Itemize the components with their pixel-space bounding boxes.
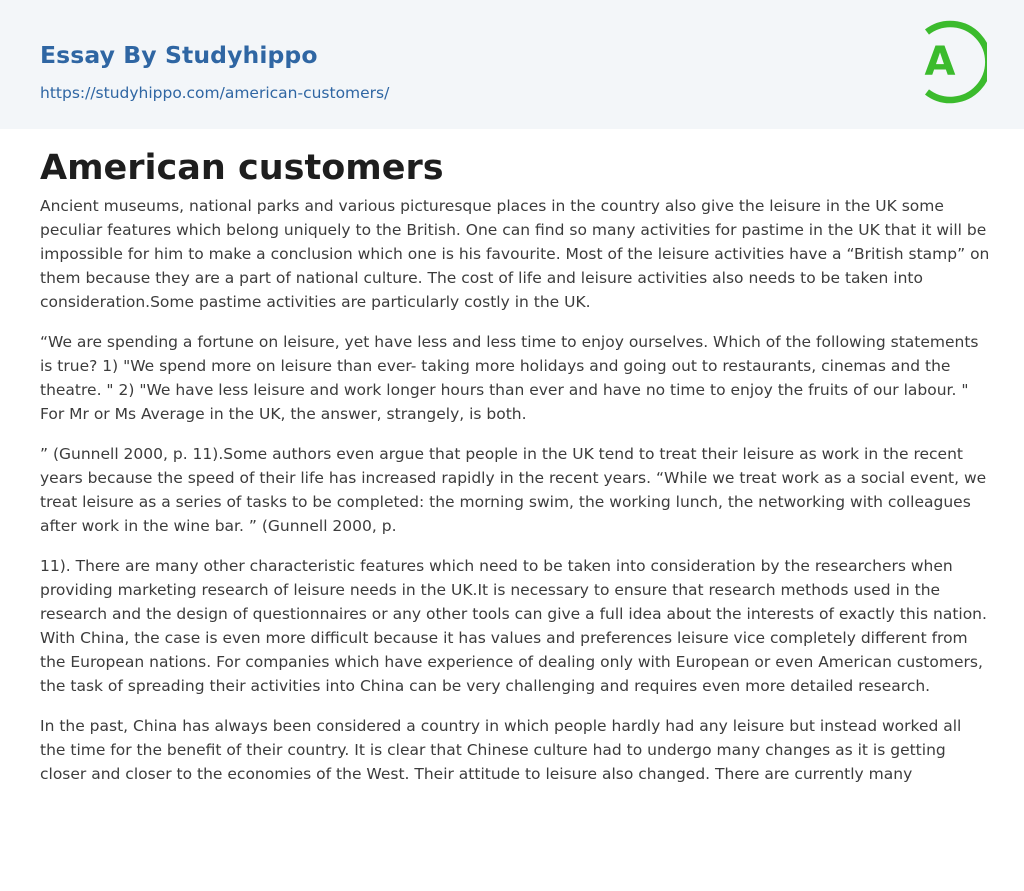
brand-title: Essay By Studyhippo bbox=[40, 41, 318, 69]
essay-paragraph-2: “We are spending a fortune on leisure, yet have less and less time to enjoy ourselves. Which of the following statements is true? 1) "We spend more on leisure than ever- taking more holidays and going out to restaurants, cinemas and the theatre. " 2) "We have less leisure and work longer hours than ever and have no time to enjoy the fruits of our labour. " For Mr or Ms Average in the UK, the answer, strangely, is both. bbox=[40, 333, 979, 423]
essay-paragraph-3: ” (Gunnell 2000, p. 11).Some authors even argue that people in the UK tend to treat their leisure as work in the recent years because the speed of their life has increased rapidly in the recent years. “While we treat work as a social event, we treat leisure as a series of tasks to be completed: the morning swim, the working lunch, the networking with colleagues after work in the wine bar. ” (Gunnell 2000, p. bbox=[40, 445, 987, 535]
site-header bbox=[0, 0, 1024, 129]
essay-paragraph-4: 11). There are many other characteristic features which need to be taken into consideration by the researchers when providing marketing research of leisure needs in the UK.It is necessary to ensure that research methods used in the research and the design of questionnaires or any other tools can give a full idea about the interests of exactly this nation. With China, the case is even more difficult because it has values and preferences leisure vice completely different from the European nations. For companies which have experience of dealing only with European or even American customers, the task of spreading their activities into China can be very challenging and requires even more detailed research. bbox=[40, 557, 987, 695]
essay-paragraph-1: Ancient museums, national parks and various picturesque places in the country also give the leisure in the UK some peculiar features which belong uniquely to the British. One can find so many activities for pastime in the UK that it will be impossible for him to make a conclusion which one is his favourite. Most of the leisure activities have a “British stamp” on them because they are a part of national culture. The cost of life and leisure activities also needs to be taken into consideration.Some pastime activities are particularly costly in the UK. bbox=[40, 197, 990, 311]
essay-content bbox=[40, 142, 990, 802]
essay-paragraph-5: In the past, China has always been considered a country in which people hardly had any leisure but instead worked all the time for the benefit of their country. It is clear that Chinese culture had to undergo many changes as it is getting closer and closer to the economies of the West. Their attitude to leisure also changed. There are currently many bbox=[40, 717, 962, 783]
essay-url-link[interactable]: https://studyhippo.com/american-customers/ bbox=[40, 84, 390, 102]
page-title: American customers bbox=[40, 148, 444, 188]
logo-letter: A bbox=[924, 39, 956, 85]
studyhippo-logo-icon[interactable] bbox=[913, 19, 987, 105]
